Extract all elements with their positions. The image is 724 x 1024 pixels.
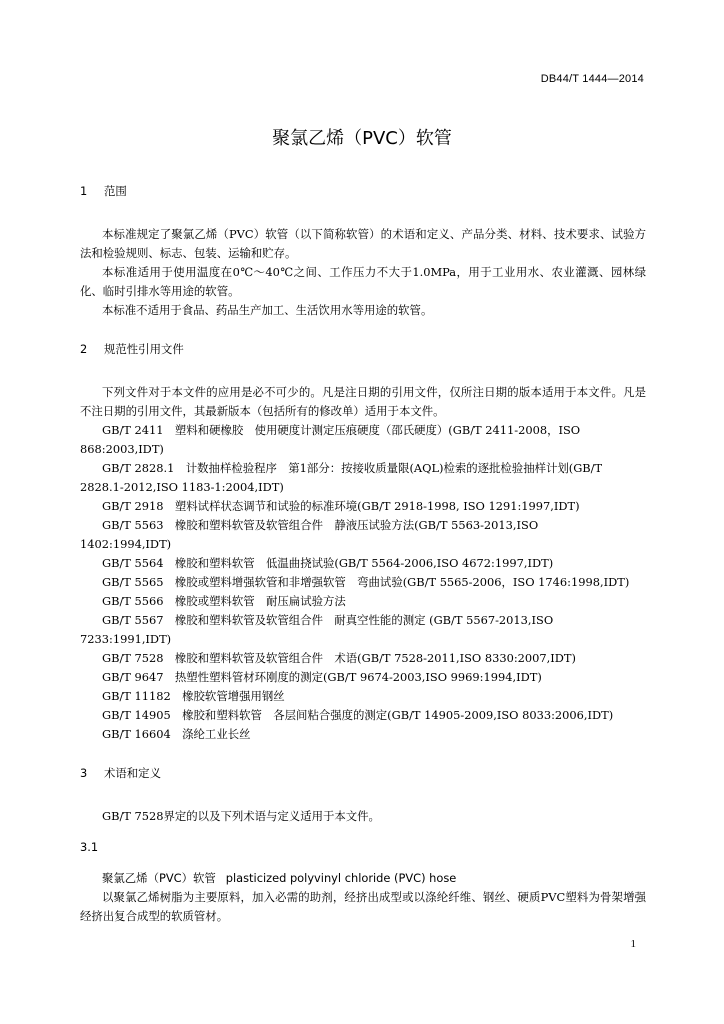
- reference-text: GB/T 2918 塑料试样状态调节和试验的标准环境(GB/T 2918-1998, ISO 1291:1997,IDT): [102, 499, 580, 513]
- reference-text: GB/T 11182 橡胶软管增强用钢丝: [102, 689, 285, 703]
- reference-item: [80, 459, 646, 497]
- reference-item: [80, 649, 646, 668]
- reference-text: GB/T 5565 橡胶或塑料增强软管和非增强软管 弯曲试验(GB/T 5565-2006，ISO 1746:1998,IDT): [102, 575, 630, 589]
- reference-continuation: 1402:1994,IDT): [80, 537, 172, 551]
- section-number: 1: [80, 184, 88, 198]
- reference-text: GB/T 7528 橡胶和塑料软管及软管组合件 术语(GB/T 7528-2011,ISO 8330:2007,IDT): [102, 651, 576, 665]
- reference-text: GB/T 5566 橡胶或塑料软管 耐压扁试验方法: [102, 594, 346, 608]
- section-2-heading: [80, 340, 646, 359]
- term-chinese: 聚氯乙烯（PVC）软管: [102, 871, 216, 885]
- section-title: 术语和定义: [104, 766, 161, 780]
- term-definition: 以聚氯乙烯树脂为主要原料，加入必需的助剂，经挤出成型或以涤纶纤维、钢丝、硬质PVC塑料为骨架增强经挤出复合成型的软质管材。: [80, 890, 646, 923]
- document-title: 聚氯乙烯（PVC）软管: [272, 128, 452, 149]
- reference-continuation: 868:2003,IDT): [80, 442, 164, 456]
- paragraph: 本标准规定了聚氯乙烯（PVC）软管（以下简称软管）的术语和定义、产品分类、材料、技术要求、试验方法和检验规则、标志、包装、运输和贮存。: [80, 227, 646, 260]
- section-title: 规范性引用文件: [104, 342, 184, 356]
- reference-item: [80, 611, 646, 649]
- reference-item: [80, 516, 646, 554]
- section-number: 2: [80, 342, 88, 356]
- term-entry: [80, 869, 646, 888]
- reference-text: GB/T 5563 橡胶和塑料软管及软管组合件 静液压试验方法(GB/T 5563-2013,ISO: [102, 518, 539, 532]
- paragraph: GB/T 7528界定的以及下列术语与定义适用于本文件。: [102, 809, 380, 823]
- reference-item: [80, 554, 646, 573]
- reference-item: [80, 497, 646, 516]
- reference-text: GB/T 9647 热塑性塑料管材环刚度的测定(GB/T 9674-2003,ISO 9969:1994,IDT): [102, 670, 542, 684]
- paragraph: 本标准不适用于食品、药品生产加工、生活饮用水等用途的软管。: [102, 303, 433, 317]
- paragraph: 下列文件对于本文件的应用是必不可少的。凡是注日期的引用文件，仅所注日期的版本适用于本文件。凡是不注日期的引用文件，其最新版本（包括所有的修改单）适用于本文件。: [80, 385, 646, 418]
- reference-item: [80, 725, 646, 744]
- section-3-heading: [80, 764, 646, 783]
- reference-text: GB/T 16604 涤纶工业长丝: [102, 727, 251, 741]
- reference-item: [80, 706, 646, 725]
- section-1-heading: [80, 182, 646, 201]
- reference-item: [80, 687, 646, 706]
- reference-continuation: 2828.1-2012,ISO 1183-1:2004,IDT): [80, 480, 284, 494]
- reference-text: GB/T 2411 塑料和硬橡胶 使用硬度计测定压痕硬度（邵氏硬度）(GB/T 2411-2008，ISO: [102, 423, 581, 437]
- reference-text: GB/T 14905 橡胶和塑料软管 各层间粘合强度的测定(GB/T 14905-2009,ISO 8033:2006,IDT): [102, 708, 614, 722]
- document-body: [80, 182, 646, 926]
- paragraph: 本标准适用于使用温度在0℃～40℃之间、工作压力不大于1.0MPa，用于工业用水、农业灌溉、园林绿化、临时引排水等用途的软管。: [80, 265, 646, 298]
- reference-continuation: 7233:1991,IDT): [80, 632, 172, 646]
- section-title: 范围: [104, 184, 127, 198]
- reference-item: [80, 592, 646, 611]
- reference-text: GB/T 5564 橡胶和塑料软管 低温曲挠试验(GB/T 5564-2006,ISO 4672:1997,IDT): [102, 556, 554, 570]
- reference-text: GB/T 2828.1 计数抽样检验程序 第1部分：按接收质量限(AQL)检索的逐批检验抽样计划(GB/T: [102, 461, 603, 475]
- section-number: 3: [80, 766, 88, 780]
- reference-text: GB/T 5567 橡胶和塑料软管及软管组合件 耐真空性能的测定 (GB/T 5567-2013,ISO: [102, 613, 554, 627]
- standard-code: DB44/T 1444—2014: [540, 73, 644, 85]
- term-english: plasticized polyvinyl chloride (PVC) hose: [225, 871, 457, 885]
- reference-item: [80, 573, 646, 592]
- clause-number: 3.1: [80, 840, 99, 854]
- reference-item: [80, 668, 646, 687]
- page-number: 1: [630, 938, 636, 950]
- reference-item: [80, 421, 646, 459]
